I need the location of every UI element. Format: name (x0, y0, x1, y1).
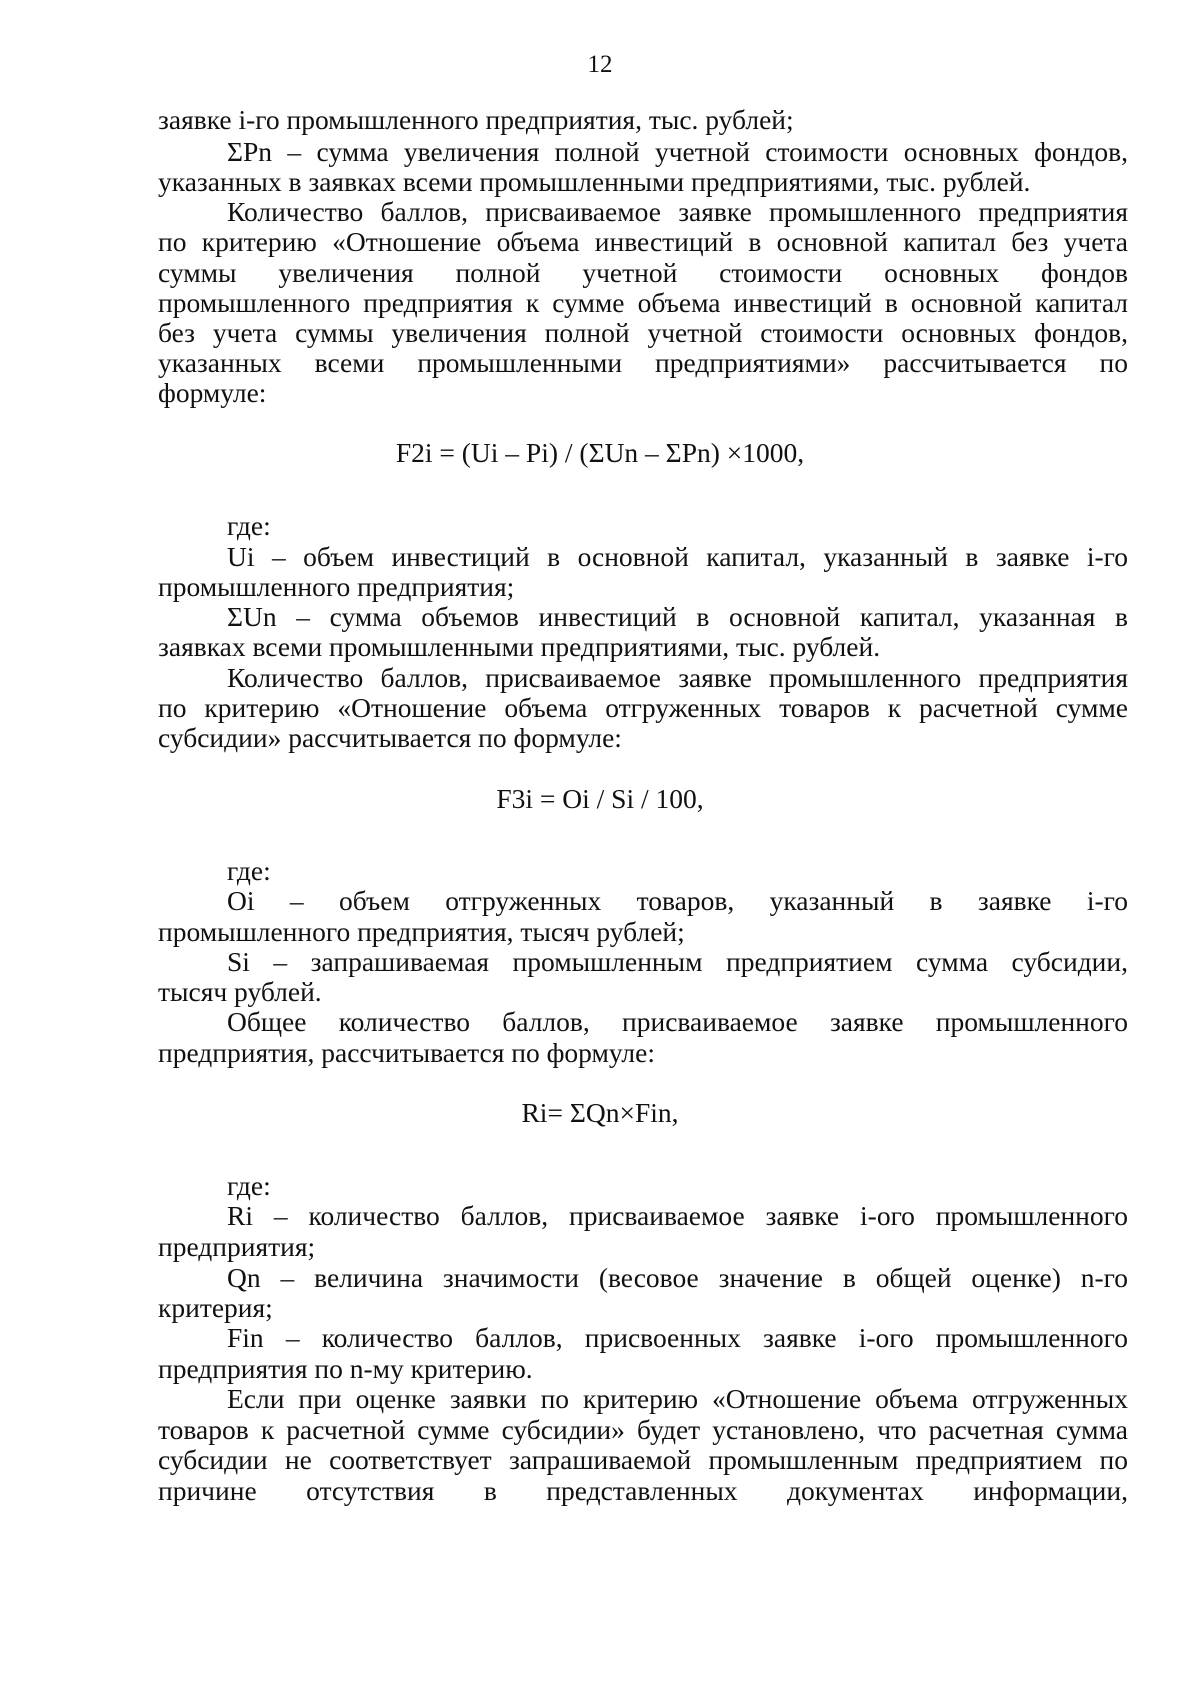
paragraph-start: Количество баллов, присваиваемое заявке промышленного предприятия (227, 662, 1128, 693)
definition-line: Oi – объем отгруженных товаров, указанный в заявке i-го (227, 885, 1128, 916)
text-line: предприятия; (158, 1231, 316, 1262)
formula-f2i: F2i = (Ui – Pi) / (ΣUn – ΣPn) ×1000, (395, 437, 805, 468)
text-line: указанных всеми промышленными предприятиями» рассчитывается по (158, 347, 1128, 378)
text-line: тысяч рублей. (158, 976, 322, 1007)
text-line: заявках всеми промышленными предприятиями, тыс. рублей. (158, 631, 881, 662)
text-line: промышленного предприятия; (158, 571, 515, 602)
text-line: суммы увеличения полной учетной стоимости основных фондов (158, 257, 1128, 288)
definition-line: Qn – величина значимости (весовое значение в общей оценке) n-го (227, 1262, 1128, 1293)
definition-line: Ui – объем инвестиций в основной капитал, указанный в заявке i-го (227, 541, 1128, 572)
text-line: указанных в заявках всеми промышленными предприятиями, тыс. рублей. (158, 166, 1031, 197)
text-line: причине отсутствия в представленных документах информации, (158, 1475, 1128, 1506)
where-label: где: (227, 510, 271, 541)
text-line: промышленного предприятия к сумме объема инвестиций в основной капитал (158, 287, 1128, 318)
formula-f3i: F3i = Oi / Si / 100, (496, 783, 704, 814)
text-line: ΣPn – сумма увеличения полной учетной стоимости основных фондов, (227, 136, 1128, 167)
where-label: где: (227, 855, 271, 886)
text-line: формуле: (158, 377, 267, 408)
text-line: субсидии не соответствует запрашиваемой промышленным предприятием по (158, 1444, 1128, 1475)
where-label: где: (227, 1170, 271, 1201)
text-line: промышленного предприятия, тысяч рублей; (158, 916, 685, 947)
text-line: товаров к расчетной сумме субсидии» будет установлено, что расчетная сумма (158, 1414, 1128, 1445)
text-line: критерия; (158, 1292, 273, 1323)
paragraph-start: Количество баллов, присваиваемое заявке промышленного предприятия (227, 196, 1128, 227)
definition-line: Fin – количество баллов, присвоенных заявке i-ого промышленного (227, 1322, 1128, 1353)
text-line: по критерию «Отношение объема инвестиций в основной капитал без учета (158, 226, 1128, 257)
text-line: субсидии» рассчитывается по формуле: (158, 722, 622, 753)
paragraph-start: Если при оценке заявки по критерию «Отношение объема отгруженных (227, 1383, 1128, 1414)
definition-line: Si – запрашиваемая промышленным предприятием сумма субсидии, (227, 946, 1128, 977)
text-line: предприятия, рассчитывается по формуле: (158, 1037, 656, 1068)
text-line: предприятия по n-му критерию. (158, 1353, 533, 1384)
text-line: по критерию «Отношение объема отгруженных товаров к расчетной сумме (158, 692, 1128, 723)
definition-line: ΣUn – сумма объемов инвестиций в основной капитал, указанная в (227, 601, 1128, 632)
text-line: заявке i-го промышленного предприятия, тыс. рублей; (158, 104, 794, 135)
paragraph-start: Общее количество баллов, присваиваемое заявке промышленного (227, 1006, 1128, 1037)
formula-ri: Ri= ΣQn×Fin, (521, 1097, 679, 1128)
definition-line: Ri – количество баллов, присваиваемое заявке i-ого промышленного (227, 1200, 1128, 1231)
text-line: без учета суммы увеличения полной учетной стоимости основных фондов, (158, 317, 1128, 348)
page-number: 12 (587, 51, 613, 78)
